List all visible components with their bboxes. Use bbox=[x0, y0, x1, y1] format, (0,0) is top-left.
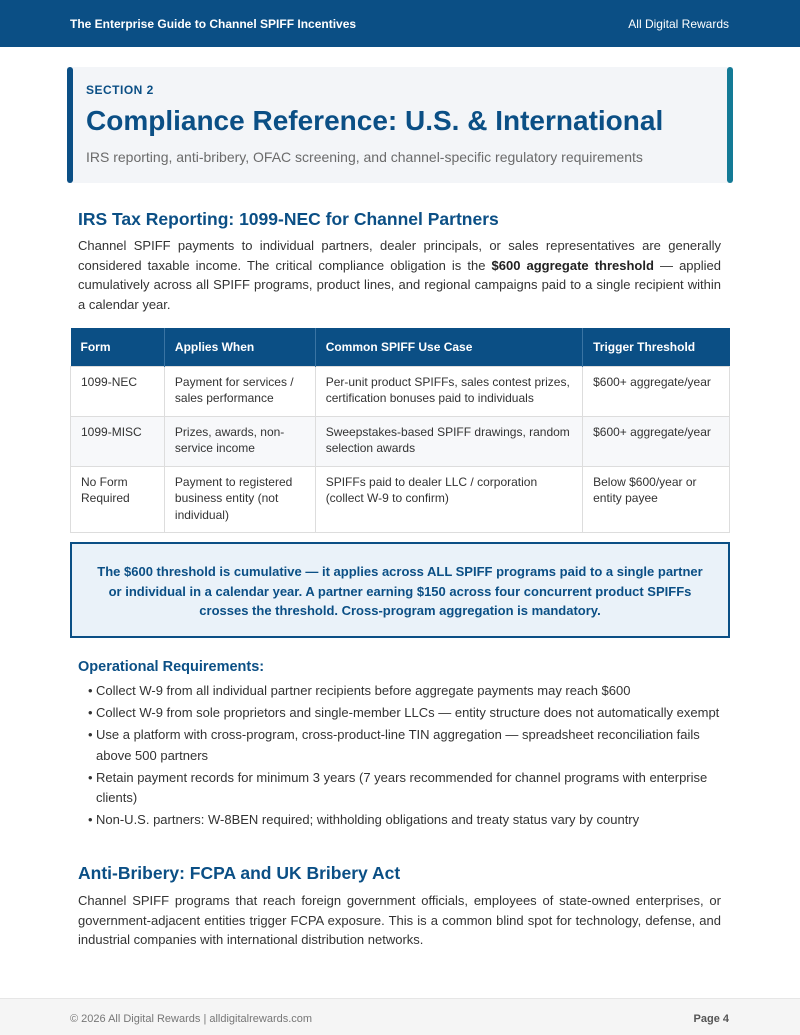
column-header-use-case: Common SPIFF Use Case bbox=[315, 328, 582, 366]
list-item: • Non-U.S. partners: W-8BEN required; withholding obligations and treaty status vary by country bbox=[78, 810, 728, 831]
page-header bbox=[0, 0, 800, 47]
cell-applies-when: Payment to registered business entity (not individual) bbox=[164, 466, 315, 532]
threshold-callout bbox=[70, 542, 730, 638]
operational-requirements-title: Operational Requirements: bbox=[78, 659, 265, 675]
table-row bbox=[71, 416, 730, 466]
anti-bribery-heading: Anti-Bribery: FCPA and UK Bribery Act bbox=[78, 863, 401, 883]
brand-name: All Digital Rewards bbox=[628, 17, 729, 31]
column-header-form: Form bbox=[71, 328, 165, 366]
callout-text: The $600 threshold is cumulative — it applies across ALL SPIFF programs paid to a single partner or individual in a calendar year. A partner earning $150 across four concurrent product SPIFFs crosses the threshold. Cross-program aggregation is mandatory. bbox=[97, 564, 703, 619]
document-title: The Enterprise Guide to Channel SPIFF Incentives bbox=[70, 17, 357, 31]
section-title: Compliance Reference: U.S. & International bbox=[86, 105, 664, 136]
cell-use-case: SPIFFs paid to dealer LLC / corporation (collect W-9 to confirm) bbox=[315, 466, 582, 532]
irs-intro-text-cont: — applied cumulatively across all SPIFF programs, product lines, and regional campaigns paid to a single recipient within a calendar year. bbox=[78, 257, 721, 312]
irs-threshold-emphasis: $600 aggregate threshold bbox=[491, 257, 654, 273]
list-item: • Collect W-9 from all individual partner recipients before aggregate payments may reach $600 bbox=[78, 681, 728, 702]
cell-use-case: Per-unit product SPIFFs, sales contest prizes, certification bonuses paid to individuals bbox=[315, 366, 582, 416]
table-row bbox=[71, 466, 730, 532]
cell-applies-when: Payment for services / sales performance bbox=[164, 366, 315, 416]
table-row bbox=[71, 366, 730, 416]
operational-requirements-list bbox=[78, 681, 728, 832]
list-item: • Use a platform with cross-program, cross-product-line TIN aggregation — spreadsheet reconciliation fails above 500 partners bbox=[78, 725, 728, 766]
cell-use-case: Sweepstakes-based SPIFF drawings, random selection awards bbox=[315, 416, 582, 466]
cell-form: 1099-MISC bbox=[71, 416, 165, 466]
irs-intro-paragraph bbox=[78, 236, 721, 314]
banner-accent-left bbox=[67, 67, 73, 183]
irs-intro-text: Channel SPIFF payments to individual partners, dealer principals, or sales representatives are generally considered taxable income. The critical compliance obligation is the bbox=[78, 238, 721, 273]
section-banner bbox=[67, 67, 733, 183]
table-header-row bbox=[71, 328, 730, 366]
cell-threshold: $600+ aggregate/year bbox=[583, 366, 730, 416]
cell-applies-when: Prizes, awards, non-service income bbox=[164, 416, 315, 466]
irs-forms-table bbox=[70, 328, 730, 533]
anti-bribery-paragraph: Channel SPIFF programs that reach foreign government officials, employees of state-owned enterprises, or government-adjacent entities trigger FCPA exposure. This is a common blind spot for technology, defense, and industrial companies with international distribution networks. bbox=[78, 893, 721, 948]
column-header-threshold: Trigger Threshold bbox=[583, 328, 730, 366]
list-item: • Retain payment records for minimum 3 years (7 years recommended for channel programs with enterprise clients) bbox=[78, 768, 728, 809]
cell-form: No Form Required bbox=[71, 466, 165, 532]
list-item: • Collect W-9 from sole proprietors and single-member LLCs — entity structure does not automatically exempt bbox=[78, 703, 728, 724]
section-subtitle: IRS reporting, anti-bribery, OFAC screening, and channel-specific regulatory requirements bbox=[86, 149, 643, 165]
page-footer bbox=[0, 998, 800, 1035]
cell-form: 1099-NEC bbox=[71, 366, 165, 416]
page-number: Page 4 bbox=[693, 1013, 729, 1025]
section-label: SECTION 2 bbox=[86, 83, 154, 97]
banner-accent-right bbox=[727, 67, 733, 183]
irs-heading: IRS Tax Reporting: 1099-NEC for Channel Partners bbox=[78, 209, 499, 229]
column-header-applies-when: Applies When bbox=[164, 328, 315, 366]
cell-threshold: $600+ aggregate/year bbox=[583, 416, 730, 466]
footer-copyright: © 2026 All Digital Rewards | alldigitalrewards.com bbox=[70, 1013, 313, 1025]
cell-threshold: Below $600/year or entity payee bbox=[583, 466, 730, 532]
